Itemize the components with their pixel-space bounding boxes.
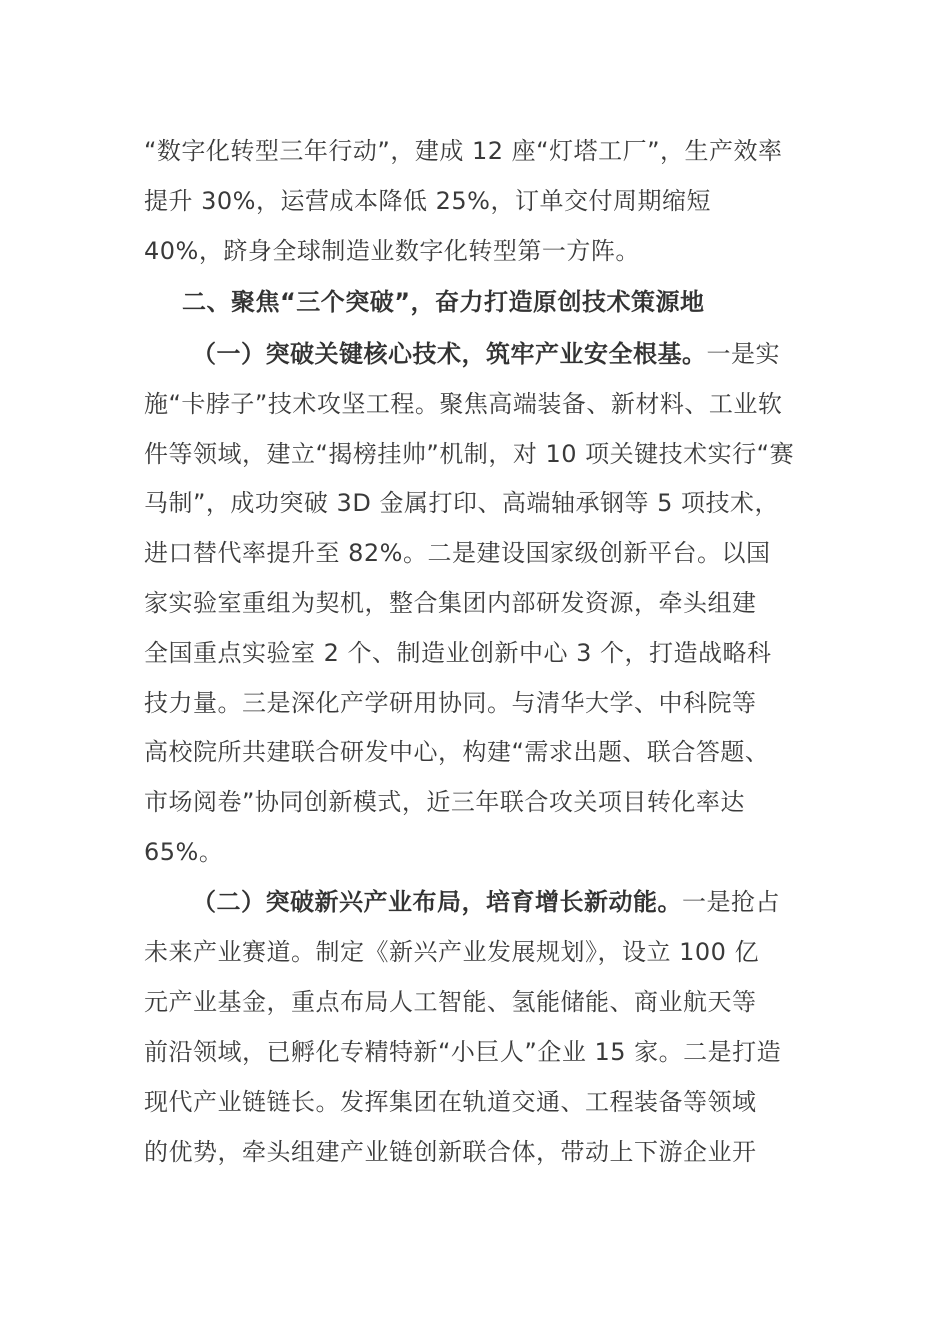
body-line: 未来产业赛道。制定《新兴产业发展规划》，设立 100 亿 [144, 938, 760, 966]
body-line: 件等领域，建立“揭榜挂帅”机制，对 10 项关键技术实行“赛 [144, 440, 795, 468]
subsection-heading: （二）突破新兴产业布局，培育增长新动能。 [192, 888, 682, 916]
body-line: 进口替代率提升至 82%。二是建设国家级创新平台。以国 [144, 539, 771, 567]
body-line: 全国重点实验室 2 个、制造业创新中心 3 个，打造战略科 [144, 639, 772, 667]
body-line: 市场阅卷”协同创新模式，近三年联合攻关项目转化率达 [144, 788, 745, 816]
section-heading: 二、聚焦“三个突破”，奋力打造原创技术策源地 [182, 288, 705, 316]
body-line: 的优势，牵头组建产业链创新联合体，带动上下游企业开 [144, 1138, 757, 1166]
body-line: 前沿领域，已孵化专精特新“小巨人”企业 15 家。二是打造 [144, 1038, 782, 1066]
body-line: 高校院所共建联合研发中心，构建“需求出题、联合答题、 [144, 738, 770, 766]
body-line: 65%。 [144, 838, 224, 866]
subsection-heading: （一）突破关键核心技术，筑牢产业安全根基。 [192, 340, 707, 368]
subsection-first-line: （一）突破关键核心技术，筑牢产业安全根基。一是实 [192, 340, 780, 368]
body-line: 施“卡脖子”技术攻坚工程。聚焦高端装备、新材料、工业软 [144, 390, 783, 418]
subsection-first-line: （二）突破新兴产业布局，培育增长新动能。一是抢占 [192, 888, 780, 916]
body-line: 元产业基金，重点布局人工智能、氢能储能、商业航天等 [144, 988, 757, 1016]
body-line: 家实验室重组为契机，整合集团内部研发资源，牵头组建 [144, 589, 757, 617]
body-line: 技力量。三是深化产学研用协同。与清华大学、中科院等 [144, 689, 757, 717]
body-line: 马制”，成功突破 3D 金属打印、高端轴承钢等 5 项技术， [144, 489, 779, 517]
body-line: “数字化转型三年行动”，建成 12 座“灯塔工厂”，生产效率 [144, 137, 783, 165]
body-line: 提升 30%，运营成本降低 25%，订单交付周期缩短 [144, 187, 711, 215]
body-line: 现代产业链链长。发挥集团在轨道交通、工程装备等领域 [144, 1088, 757, 1116]
body-line: 40%，跻身全球制造业数字化转型第一方阵。 [144, 237, 640, 265]
